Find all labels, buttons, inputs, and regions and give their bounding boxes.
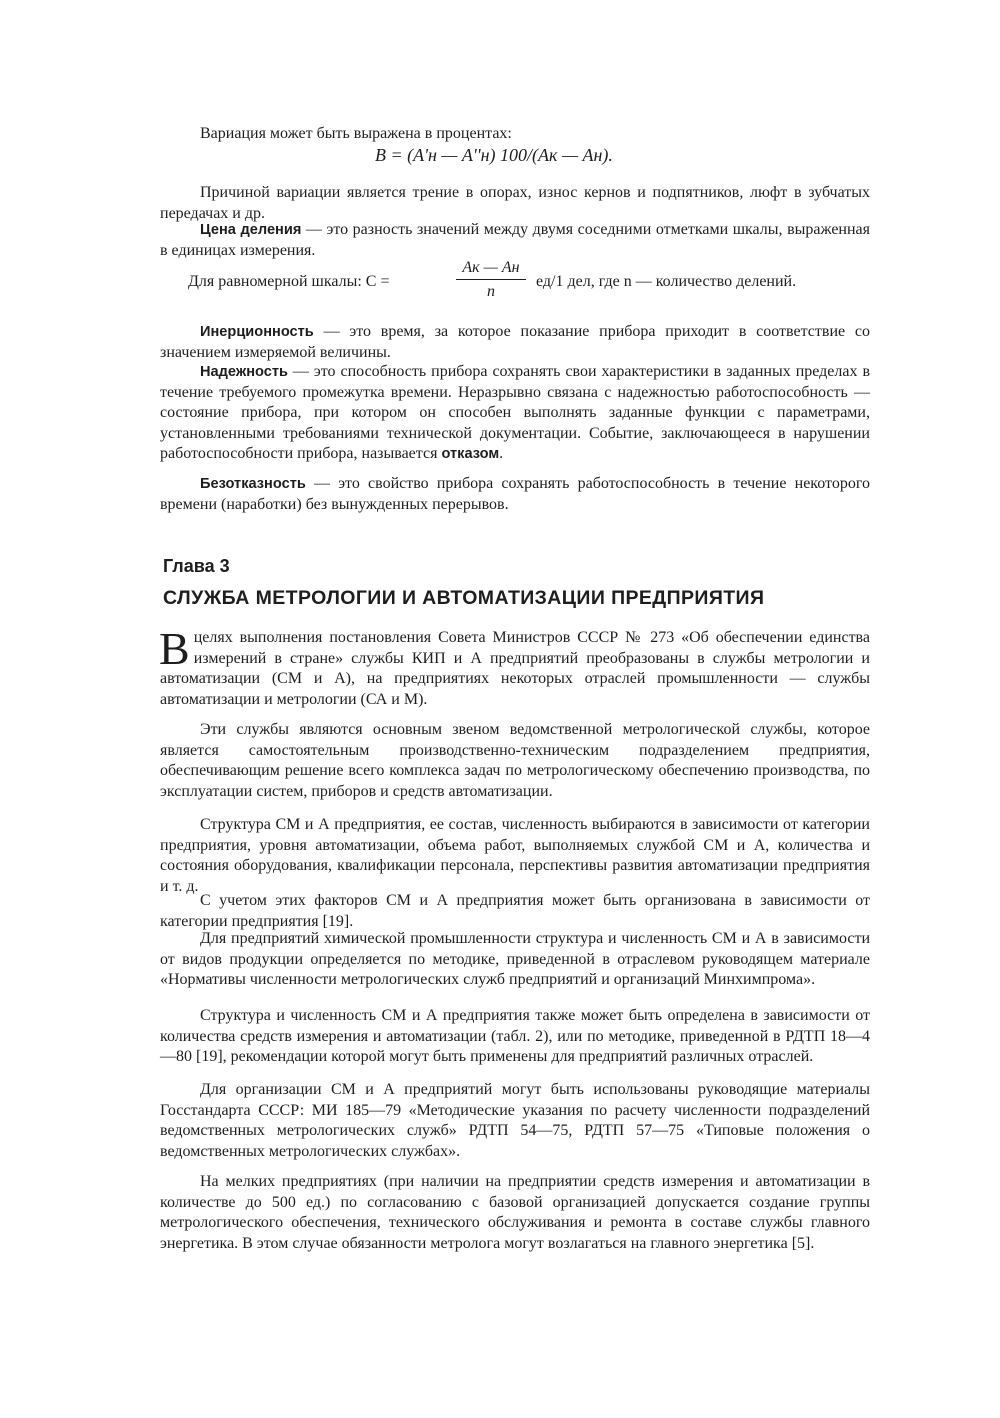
failfree-term: Безотказность xyxy=(200,476,306,492)
failfree-definition: Безотказность — это свойство прибора сохранять работоспособность в течение некоторого времени (наработки) без вынужденных перерывов. xyxy=(160,475,870,513)
uniform-scale-label: Для равномерной шкалы: C = xyxy=(188,273,390,290)
division-price-definition: Цена деления — это разность значений между двумя соседними отметками шкалы, выраженная в единицах измерения. xyxy=(160,221,871,259)
fraction-denominator: n xyxy=(487,283,495,300)
reliability-definition: Надежность — это способность прибора сохранять свои характеристики в заданных пределах в течение требуемого промежутка времени. Неразрывно связана с надежностью работоспособность — состояние прибора, при котором он способен выполнять заданные функции с параметрами, установленными требованиями технической документации. Событие, заключающееся в нарушении работоспособности прибора, называется отказом. xyxy=(160,363,870,463)
uniform-scale-tail: ед/1 дел, где n — количество делений. xyxy=(536,273,797,290)
inertia-definition: Инерционность — это время, за которое показание прибора приходит в соответствие со значением измеряемой величины. xyxy=(160,323,870,361)
uniform-scale-fraction xyxy=(456,257,526,302)
chapter-paragraph-1: В целях выполнения постановления Совета Министров СССР № 273 «Об обеспечении единства измерений в стране» службы КИП и А предприятий преобразованы в службы метрологии и автоматизации (СМ и А), на предприятиях некоторых отраслей промышленности — службы автоматизации и метрологии (СА и М). xyxy=(159,623,870,708)
failure-term: отказом xyxy=(441,446,500,463)
reliability-term: Надежность xyxy=(200,364,288,380)
chapter-title: СЛУЖБА МЕТРОЛОГИИ И АВТОМАТИЗАЦИИ ПРЕДПРИЯТИЯ xyxy=(163,587,765,609)
chapter-paragraph-4: С учетом этих факторов СМ и А предприятия может быть организована в зависимости от категории предприятия [19]. xyxy=(160,892,870,930)
variation-formula: B = (A'н — A''н) 100/(Aк — Aн). xyxy=(375,145,613,165)
chapter-paragraph-2: Эти службы являются основным звеном ведомственной метрологической службы, которое является самостоятельным производственно-техническим подразделением предприятия, обеспечивающим решение всего комплекса задач по метрологическому обеспечению производства, по эксплуатации систем, приборов и средств автоматизации. xyxy=(160,721,870,800)
drop-cap: В xyxy=(159,623,190,674)
variation-intro: Вариация может быть выражена в процентах: xyxy=(200,125,512,142)
uniform-scale-formula xyxy=(188,257,870,309)
chapter-paragraph-5: Для предприятий химической промышленности структура и численность СМ и А в зависимости от видов продукции определяется по методике, приведенной в отраслевом руководящем материале «Нормативы численности метрологических служб предприятий и организаций Минхимпрома». xyxy=(160,930,870,989)
chapter-label: Глава 3 xyxy=(163,556,230,576)
chapter-paragraph-3: Структура СМ и А предприятия, ее состав, численность выбираются в зависимости от категории предприятия, уровня автоматизации, объема работ, выполняемых службой СМ и А, количества и состояния оборудования, квалификации персонала, перспективы развития автоматизации предприятия и т. д. xyxy=(160,816,870,895)
variation-causes: Причиной вариации является трение в опорах, износ кернов и подпятников, люфт в зубчатых передачах и др. xyxy=(160,184,870,222)
chapter-paragraph-7: Для организации СМ и А предприятий могут быть использованы руководящие материалы Госстандарта СССР: МИ 185—79 «Методические указания по расчету численности подразделений ведомственных метрологических служб» РДТП 54—75, РДТП 57—75 «Типовые положения о ведомственных метрологических службах». xyxy=(160,1081,870,1160)
chapter-paragraph-8: На мелких предприятиях (при наличии на предприятии средств измерения и автоматизации в количестве до 500 ед.) по согласованию с базовой организацией допускается создание группы метрологического обеспечения, технического обслуживания и ремонта в составе службы главного энергетика. В этом случае обязанности метролога могут возлагаться на главного энергетика [5]. xyxy=(160,1173,870,1252)
chapter-paragraph-6: Структура и численность СМ и А предприятия также может быть определена в зависимости от количества средств измерения и автоматизации (табл. 2), или по методике, приведенной в РДТП 18—4—80 [19], рекомендации которой могут быть применены для предприятий различных отраслей. xyxy=(160,1007,870,1066)
fraction-numerator: Aк — Aн xyxy=(456,257,526,280)
division-price-term: Цена деления xyxy=(200,222,302,238)
inertia-term: Инерционность xyxy=(200,324,314,340)
